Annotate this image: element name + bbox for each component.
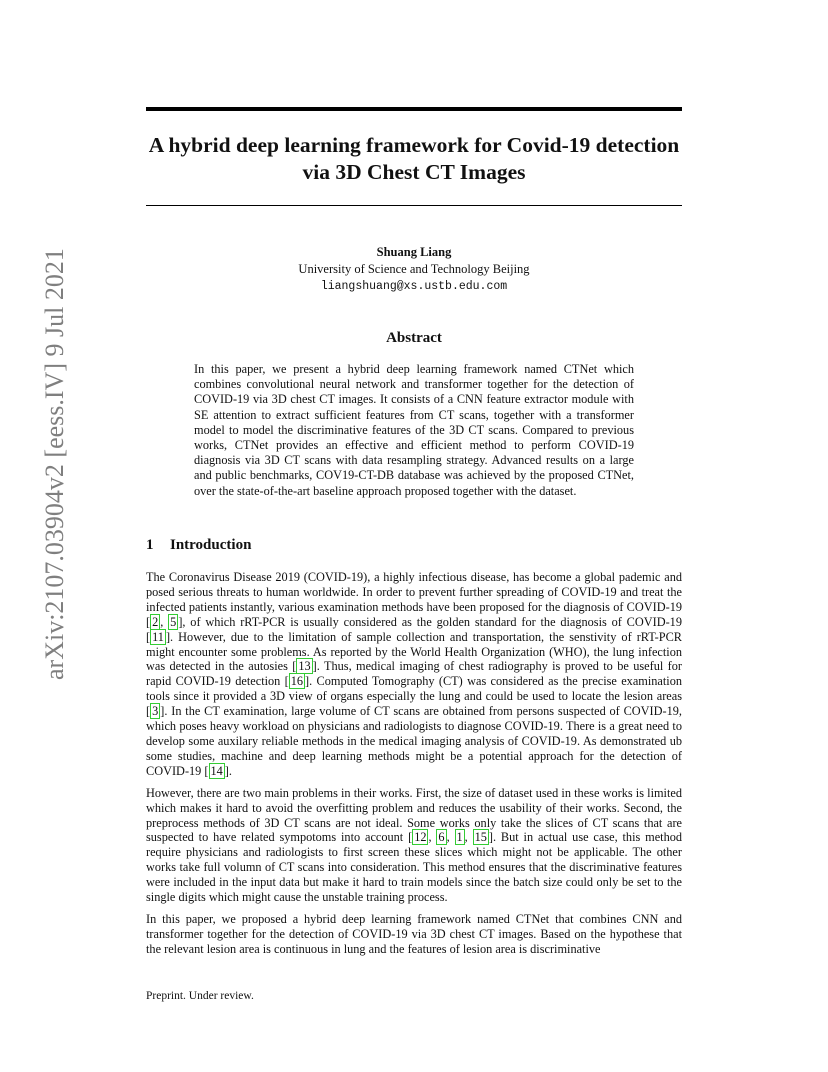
abstract-text: In this paper, we present a hybrid deep learning framework named CTNet which combines convolutional neural network and transformer together for the detection of COVID-19 via 3D chest CT images. It consists of a CNN feature extractor module with SE attention to extract sufficient features from CT scans, together with a transformer model to model the discriminative features of the 3D CT scans. Compared to previous works, CTNet provides an effective and efficient method to perform COVID-19 diagnosis via 3D CT scans with data resampling strategy. Advanced results on a large and public benchmarks, COV19-CT-DB database was achieved by the proposed CTNet, over the state-of-the-art baseline approach proposed together with the dataset. [194, 362, 634, 498]
paragraph-text: ]. In the CT examination, large volume of CT scans are obtained from persons suspected of COVID-19, which poses heavy workload on physicians and radiologists to diagnose COVID-19. There is a great need to develop some auxilary reliable methods in the medical imaging analysis of COVID-19. As demonstrated ub some studies, machine and deep learning methods might be a potential approach for the detection of COVID-19 [ [146, 704, 682, 778]
citation-link[interactable]: 13 [298, 659, 311, 674]
paragraph-text: , [464, 830, 473, 845]
citation-link[interactable]: 11 [152, 629, 164, 644]
paper-title: A hybrid deep learning framework for Covid-19 detection via 3D Chest CT Images [148, 133, 680, 184]
paragraph-text: The Coronavirus Disease 2019 (COVID-19), a highly infectious disease, has become a global pademic and posed serious threats to human worldwide. In order to prevent further spreading of COVID-19 and treat the infected patients instantly, various examination methods have been proposed for the diagnosis of COVID-19 [ [146, 570, 682, 629]
preprint-footer: Preprint. Under review. [146, 990, 254, 1002]
author-block [146, 244, 682, 295]
paragraph-text: ]. Computed Tomography (CT) was considered as the precise examination tools since it provided a 3D view of organs especially the lung and could be used to locate the lesion areas [ [146, 674, 683, 719]
citation-link[interactable]: 2 [152, 614, 159, 629]
section-number: 1 [146, 537, 154, 553]
section-heading [146, 537, 251, 554]
citation-link[interactable]: 5 [170, 614, 177, 629]
author-name: Shuang Liang [376, 245, 452, 259]
citation-link[interactable]: 15 [474, 830, 487, 845]
paragraph-text: ], of which rRT-PCR is usually considered as the golden standard for the diagnosis of COVID-19 [ [146, 614, 682, 644]
body-paragraph [146, 912, 682, 957]
paragraph-text: In this paper, we proposed a hybrid deep learning framework named CTNet that combines CNN and transformer together for the detection of COVID-19 via 3D chest CT images. Based on the hypothese that the relevant lesion area is continuous in lung and the features of lesion area is discriminative [146, 911, 682, 956]
citation-link[interactable]: 6 [438, 830, 445, 845]
arxiv-identifier-stamp: arXiv:2107.03904v2 [eess.IV] 9 Jul 2021 [40, 248, 69, 680]
paragraph-text: ]. However, due to the limitation of sample collection and transportation, the senstivity of rRT-PCR might encounter some problems. As reported by the World Health Organization (WHO), the lung infection was detected in the autosies [ [146, 629, 682, 674]
author-affiliation: University of Science and Technology Beijing [298, 262, 530, 276]
citation-link[interactable]: 14 [210, 763, 223, 778]
paragraph-text: ]. Thus, medical imaging of chest radiography is proved to be useful for rapid COVID-19 detection [ [146, 659, 682, 689]
paragraph-text: , [446, 830, 455, 845]
title-bottom-rule [146, 205, 682, 206]
citation-link[interactable]: 16 [290, 674, 304, 689]
paragraph-text: However, there are two main problems in their works. First, the size of dataset used in these works is limited which makes it hard to avoid the overfitting problem and reduces the usability of their works. Second, the preprocess methods of 3D CT scans are not ideal. Some works only take the slices of CT scans that are suspected to have related sympotoms into account [ [146, 785, 682, 845]
section-title: Introduction [170, 537, 252, 553]
paragraph-text: ]. But in actual use case, this method require physicians and radiologists to first screen these slices which might not be applicable. The other works take full volumn of CT scans into consideration. This method ensures that the discriminative features were included in the input data but make it hard to train models since the batch size could only be set to the single digits which might cause the unstable training process. [146, 830, 683, 905]
introduction-body [146, 570, 682, 964]
citation-link[interactable]: 12 [414, 830, 427, 845]
paragraph-text: , [160, 614, 169, 629]
body-paragraph [146, 570, 682, 779]
author-email: liangshuang@xs.ustb.edu.com [320, 280, 508, 293]
title-top-rule [146, 107, 682, 111]
citation-link[interactable]: 1 [456, 830, 463, 845]
paragraph-text: ]. [224, 763, 232, 778]
body-paragraph [146, 786, 682, 905]
paragraph-text: , [428, 830, 437, 845]
citation-link[interactable]: 3 [152, 704, 159, 719]
abstract-heading: Abstract [386, 330, 442, 346]
